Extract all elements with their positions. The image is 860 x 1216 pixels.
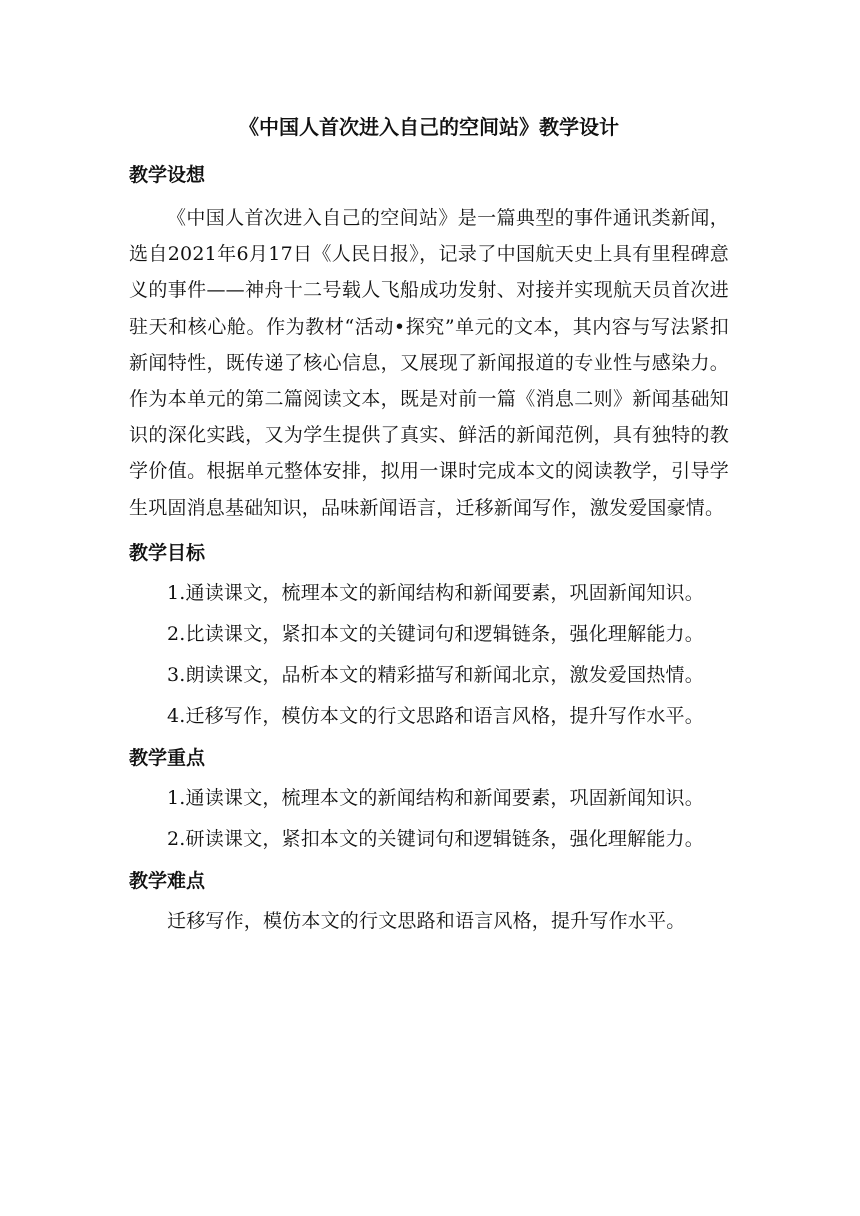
teaching-goal-item: 1.通读课文，梳理本文的新闻结构和新闻要素，巩固新闻知识。 [167, 581, 704, 604]
teaching-goals-heading: 教学目标 [129, 541, 206, 564]
teaching-key-points-heading: 教学重点 [129, 746, 206, 769]
teaching-idea-paragraph: 《中国人首次进入自己的空间站》是一篇典型的事件通讯类新闻，选自2021年6月17日《人民日报》，记录了中国航天史上具有里程碑意义的事件——神舟十二号载人飞船成功发射、对接并实现航天员首次进驻天和核心舱。作为教材“活动•探究”单元的文本，其内容与写法紧扣新闻特性，既传递了核心信息，又展现了新闻报道的专业性与感染力。作为本单元的第二篇阅读文本，既是对前一篇《消息二则》新闻基础知识的深化实践，又为学生提供了真实、鲜活的新闻范例，具有独特的教学价值。根据单元整体安排，拟用一课时完成本文的阅读教学，引导学生巩固消息基础知识，品味新闻语言，迁移新闻写作，激发爱国豪情。 [129, 207, 729, 519]
teaching-key-points-section [129, 743, 729, 854]
document-title: 《中国人首次进入自己的空间站》教学设计 [239, 115, 619, 139]
teaching-key-point-item: 1.通读课文，梳理本文的新闻结构和新闻要素，巩固新闻知识。 [167, 786, 704, 809]
teaching-goal-item: 3.朗读课文，品析本文的精彩描写和新闻北京，激发爱国热情。 [167, 663, 704, 686]
teaching-goal-item: 4.迁移写作，模仿本文的行文思路和语言风格，提升写作水平。 [167, 704, 704, 727]
teaching-idea-section [129, 160, 729, 526]
teaching-difficulties-text: 迁移写作，模仿本文的行文思路和语言风格，提升写作水平。 [167, 909, 686, 932]
teaching-difficulties-section [129, 866, 729, 936]
document-content [129, 112, 729, 948]
teaching-idea-heading: 教学设想 [129, 164, 206, 186]
teaching-goals-section [129, 538, 729, 731]
teaching-difficulties-heading: 教学难点 [129, 869, 206, 892]
teaching-goal-item: 2.比读课文，紧扣本文的关键词句和逻辑链条，强化理解能力。 [167, 622, 704, 645]
teaching-key-point-item: 2.研读课文，紧扣本文的关键词句和逻辑链条，强化理解能力。 [167, 827, 704, 850]
